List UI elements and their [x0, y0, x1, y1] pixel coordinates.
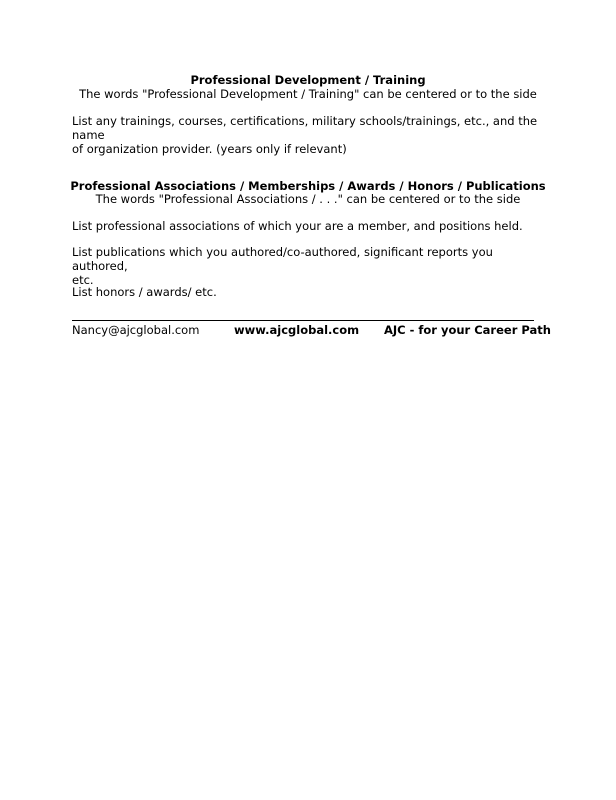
professional-development-note: The words "Professional Development / Training" can be centered or to the side — [79, 87, 537, 101]
professional-development-instructions — [72, 114, 552, 156]
professional-associations-note: The words "Professional Associations / . . ." can be centered or to the side — [95, 192, 521, 206]
honors-instructions: List honors / awards/ etc. — [72, 285, 217, 299]
footer-divider — [72, 320, 534, 321]
footer-website[interactable]: www.ajcglobal.com — [234, 323, 360, 337]
professional-associations-heading: Professional Associations / Memberships / Awards / Honors / Publications — [70, 179, 546, 193]
footer-tagline: AJC - for your Career Path — [384, 323, 551, 337]
instructions-line: etc. — [72, 273, 94, 287]
associations-instructions: List professional associations of which your are a member, and positions held. — [72, 219, 523, 233]
instructions-line: List any trainings, courses, certifications, military schools/trainings, etc., and the name — [72, 114, 538, 142]
professional-development-heading: Professional Development / Training — [190, 73, 426, 87]
footer-email[interactable]: Nancy@ajcglobal.com — [72, 323, 200, 337]
instructions-line: List publications which you authored/co-authored, significant reports you authored, — [72, 245, 493, 273]
publications-instructions — [72, 245, 552, 287]
instructions-line: of organization provider. (years only if relevant) — [72, 142, 347, 156]
